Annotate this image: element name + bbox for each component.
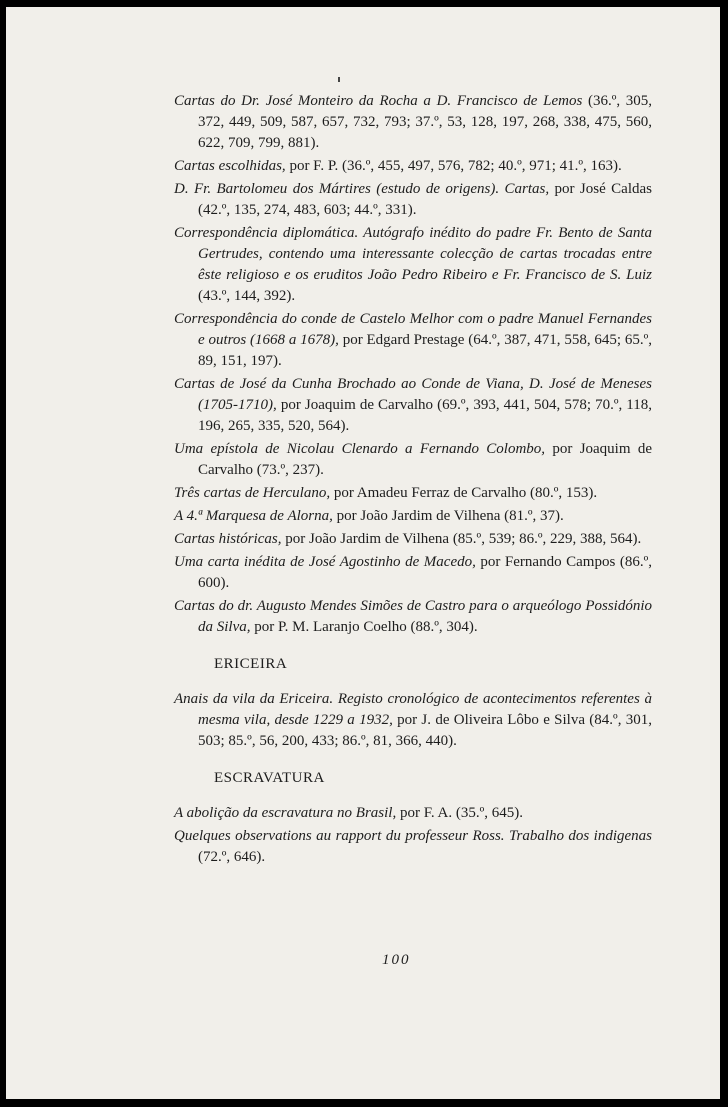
index-entry xyxy=(174,803,652,824)
index-entry xyxy=(174,552,652,594)
index-entry xyxy=(174,439,652,481)
entry-title: A abolição da escravatura no Brasil, xyxy=(174,805,397,821)
index-entries xyxy=(174,91,652,870)
index-entry xyxy=(174,374,652,437)
entry-title: Uma carta inédita de José Agostinho de Macedo, xyxy=(174,554,476,570)
entry-reference: por P. M. Laranjo Coelho (88.º, 304). xyxy=(250,619,478,635)
entry-reference: (43.º, 144, 392). xyxy=(198,288,296,304)
index-entry xyxy=(174,506,652,527)
section-heading-ericeira: ERICEIRA xyxy=(214,656,288,672)
entry-reference: por Fernando Campos (86.º, 600). xyxy=(198,554,652,591)
entry-reference: (72.º, 646). xyxy=(198,849,266,865)
entry-reference: por J. de Oliveira Lôbo e Silva (84.º, 301, 503; 85.º, 56, 200, 433; 86.º, 81, 366, 440). xyxy=(198,712,652,749)
entry-title: Quelques observations au rapport du professeur Ross. Trabalho dos indigenas xyxy=(174,828,652,844)
scanned-page xyxy=(6,7,720,1099)
section-heading-escravatura: ESCRAVATURA xyxy=(214,770,325,786)
entry-title: Uma epístola de Nicolau Clenardo a Fernando Colombo, xyxy=(174,441,546,457)
index-entry xyxy=(174,309,652,372)
index-entry xyxy=(174,689,652,752)
entry-title: A 4.ª Marquesa de Alorna, xyxy=(174,508,333,524)
entry-title: Correspondência diplomática. Autógrafo inédito do padre Fr. Bento de Santa Gertrudes, contendo uma interessante colecção de cartas trocadas entre êste religioso e os eruditos João Pedro Ribeiro e Fr. Francisco de S. Luiz xyxy=(174,225,652,283)
entry-reference: por José Caldas (42.º, 135, 274, 483, 603; 44.º, 331). xyxy=(198,181,652,218)
entry-title: D. Fr. Bartolomeu dos Mártires (estudo de origens). Cartas, xyxy=(174,181,550,197)
entry-title: Cartas de José da Cunha Brochado ao Conde de Viana, D. José de Meneses (1705-1710), xyxy=(174,376,652,413)
entry-title: Cartas escolhidas, xyxy=(174,158,286,174)
index-entry xyxy=(174,91,652,154)
entry-reference: (36.º, 305, 372, 449, 509, 587, 657, 732, 793; 37.º, 53, 128, 197, 268, 338, 475, 560, 622, 709, 799, 881). xyxy=(198,93,653,151)
entry-title: Correspondência do conde de Castelo Melhor com o padre Manuel Fernandes e outros (1668 a 1678), xyxy=(174,311,652,348)
index-entry xyxy=(174,179,652,221)
index-entry xyxy=(174,596,652,638)
entry-title: Cartas históricas, xyxy=(174,531,282,547)
index-entry xyxy=(174,483,652,504)
page-number: 100 xyxy=(382,952,411,968)
entry-reference: por Edgard Prestage (64.º, 387, 471, 558, 645; 65.º, 89, 151, 197). xyxy=(198,332,652,369)
entries-escravatura xyxy=(174,803,652,868)
entry-reference: por João Jardim de Vilhena (85.º, 539; 86.º, 229, 388, 564). xyxy=(281,531,642,547)
index-entry xyxy=(174,826,652,868)
entries-ericeira xyxy=(174,689,652,752)
entry-title: Três cartas de Herculano, xyxy=(174,485,331,501)
entry-reference: por Amadeu Ferraz de Carvalho (80.º, 153). xyxy=(330,485,598,501)
entry-title: Cartas do dr. Augusto Mendes Simões de Castro para o arqueólogo Possidónio da Silva, xyxy=(174,598,652,635)
entry-reference: por F. A. (35.º, 645). xyxy=(396,805,524,821)
entry-reference: por Joaquim de Carvalho (69.º, 393, 441, 504, 578; 70.º, 118, 196, 265, 335, 520, 564). xyxy=(198,397,652,434)
entry-reference: por F. P. (36.º, 455, 497, 576, 782; 40.º, 971; 41.º, 163). xyxy=(285,158,622,174)
entry-reference: por Joaquim de Carvalho (73.º, 237). xyxy=(198,441,652,478)
ink-speck xyxy=(338,77,340,82)
entry-title: Anais da vila da Ericeira. Registo cronológico de acontecimentos referentes à mesma vila, desde 1229 a 1932, xyxy=(174,691,652,728)
index-entry xyxy=(174,223,652,307)
index-entry xyxy=(174,156,652,177)
entry-reference: por João Jardim de Vilhena (81.º, 37). xyxy=(332,508,564,524)
entries-top xyxy=(174,91,652,638)
entry-title: Cartas do Dr. José Monteiro da Rocha a D. Francisco de Lemos xyxy=(174,93,583,109)
index-entry xyxy=(174,529,652,550)
